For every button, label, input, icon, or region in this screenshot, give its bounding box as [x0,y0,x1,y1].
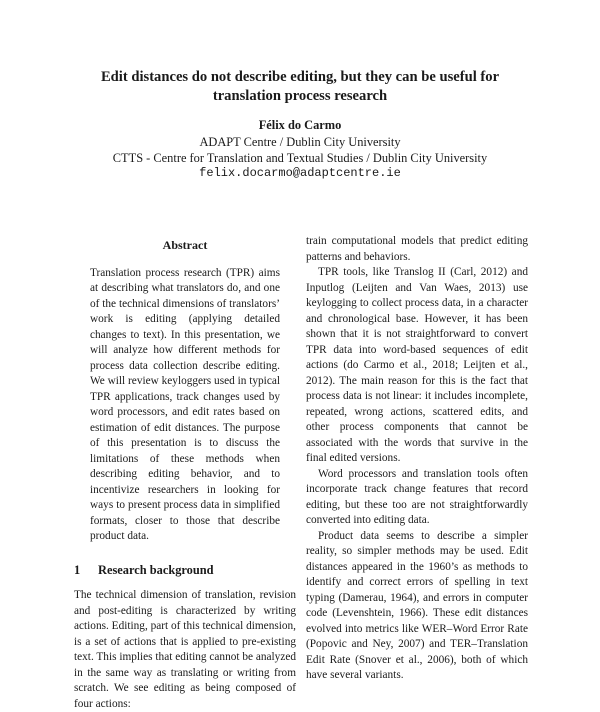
abstract-text: Translation process research (TPR) aims at describing what translators do, and one of the technical dimensions of translators’ work is editing (applying detailed changes to text). In this presentation, we will analyze how different methods for process data collection describe editing. We will review keyloggers used in typical TPR applications, track changes used by word processors, and edit rates based on estimation of edit distances. The purpose of this presentation is to discuss the limitations of these methods when describing editing behavior, and to incentivize researchers in looking for ways to present process data in simplified formats, closer to those that describe product data. [90,266,280,542]
paragraph-tpr-tools: TPR tools, like Translog II (Carl, 2012) and Inputlog (Leijten and Van Waes, 2013) use keylogging to collect process data, in a character and chronological base. However, it has been shown that it is not straightforward to convert TPR data into word-based sequences of edit actions (do Carmo et al., 2018; Leijten et al., 2012). The main reason for this is the fact that process data is not linear: it includes incomplete, repeated, wrong actions, scattered edits, and other process components that cannot be associated with the words that survive in the final edited versions. [306,266,528,464]
abstract-heading: Abstract [162,238,208,252]
author-affiliation-adapt: ADAPT Centre / Dublin City University [199,135,401,149]
paragraph-product-data: Product data seems to describe a simpler reality, so simpler methods may be used. Edit distances appeared in the 1960’s as methods to identify and correct errors of spelling in text typing (Damerau, 1964), and errors in computer code (Levenshtein, 1966). These edit distances evolved into metrics like WER–Word Error Rate (Popovic and Ney, 2007) and TER–Translation Edit Rate (Snover et al., 2006), both of which have several variants. [306,529,528,681]
author-email: felix.docarmo@adaptcentre.ie [199,166,401,180]
right-column [306,234,528,684]
author-affiliation-ctts: CTTS - Centre for Translation and Textual Studies / Dublin City University [112,151,488,165]
paper-title: Edit distances do not describe editing, but they can be useful for translation process research [100,69,500,104]
left-column [74,238,296,712]
paragraph-continuation: train computational models that predict editing patterns and behaviors. [306,235,528,263]
section-title: Research background [98,562,214,577]
section-number: 1 [74,562,81,577]
section-paragraph: The technical dimension of translation, revision and post-editing is characterized by writing actions. Editing, part of this technical dimension, is a set of actions that is applied to pre-existing text. This implies that editing cannot be analyzed in the same way as translating or writing from scratch. We see editing as being composed of four actions: [74,589,296,710]
author-name: Félix do Carmo [258,118,342,132]
paragraph-word-processors: Word processors and translation tools often incorporate track change features that record editing, but these too are not straightforwardly converted into editing data. [306,467,528,526]
section-heading [74,563,296,579]
